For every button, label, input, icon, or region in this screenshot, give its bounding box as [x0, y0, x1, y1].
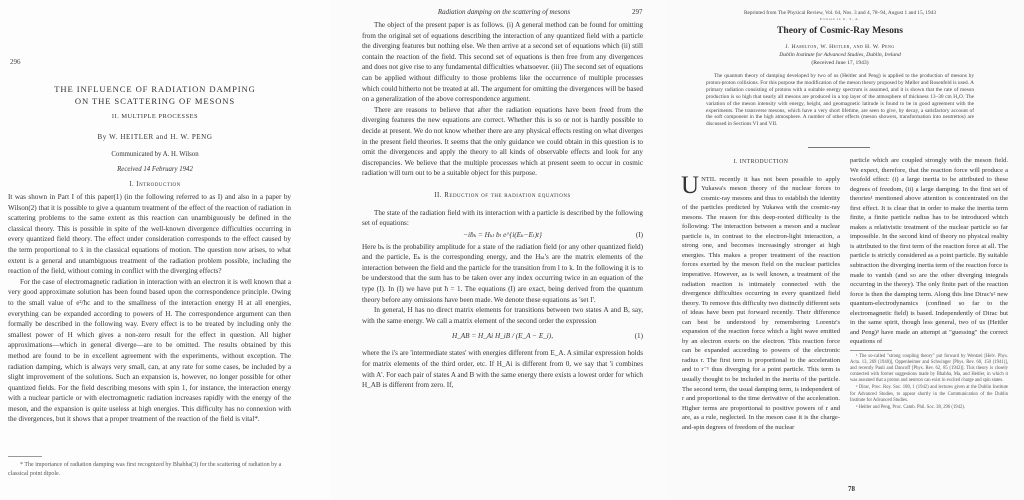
page-number: 297 [632, 8, 643, 16]
paper-authors: By W. HEITLER and H. W. PENG [97, 133, 213, 141]
footnote: ¹ The so-called "strong coupling theory" put forward by Wentzel [Helv. Phys. Acta. 13, 269 (1940)], Oppenheimer and Schwinger [Phys. Rev. 60, 150 (1941)], and recently Pauli and Dancoff [Phys. Rev. 62, 85 (1942)]. This theory is closely connected with former suggestions made by Bhabha, Ma, and Heitler, in which it was assumed that a proton and neutron can exist in excited charge and spin states. [850, 353, 1008, 384]
paragraph: There are reasons to believe that after the radiation equations have been freed from the diverging features the new equations are correct. Whether this is so or not is hardly possible to decide at present. We do not know whether there are any physical effects resting on what diverges in the present field theories. It seems that the only guidance we could obtain in this question is to omit the divergences and apply the theory to all kinds of observable effects and look for any discrepancies. We believe that the multiple processes which at present seem to occur in cosmic radiation will turn out to be a suitable object for this purpose. [362, 105, 643, 178]
paper-title-line-2: ON THE SCATTERING OF MESONS [74, 95, 236, 106]
section-heading: I. INTRODUCTION [733, 159, 789, 165]
body-text [8, 192, 291, 425]
paragraph: In general, H has no direct matrix elements for transitions between two states A and B, say, with the same energy. We call a matrix element of the second order the expression [362, 306, 643, 325]
equation [362, 326, 643, 348]
page-78 [668, 0, 1024, 500]
running-header: Radiation damping on the scattering of mesons [437, 8, 571, 16]
equation-body: H_AB = H_Ai H_iB / (E_A − E_i), [452, 332, 553, 341]
body-text [362, 20, 643, 391]
footnote-rule [850, 350, 892, 351]
text-column-left [682, 152, 840, 432]
drop-cap: U [681, 171, 700, 199]
received-date: (Received June 17, 1943) [811, 60, 869, 66]
paragraph: Here bₖ is the probability amplitude for a state of the radiation field (or any other quantized field) and the particle, Eₖ is the corresponding energy, and the Hₖₗ's are the matrix elements of the interaction between the field and the particle for the transition from l to k. In the following it is to be understood that the sum has to be taken over any index occurring twice in an equation of the type (I). In (I) we have put ħ = 1. The equations (I) are exact, being derived from the quantum theory before any omissions have been made. We denote these equations as 'set I'. [362, 242, 643, 304]
paper-title: Theory of Cosmic-Ray Mesons [776, 25, 904, 36]
footnote-rule [8, 456, 42, 457]
paragraph: The object of the present paper is as follows. (i) A general method can be found for omitting from the original set of equations describing the interaction of any quantized field with a particle the diverging features but nothing else. We then arrive at a second set of equations which (ii) still contain the reaction of the field. This second set of equations is then free from any divergences and does not give rise to any fundamental difficulties whatsoever. (iii) The second set of equations can be applied without difficulty to those problems like the occurrence of multiple processes which could hitherto not be treated at all. The argument for omitting the divergences will be based on a generalization of the above correspondence argument. [362, 21, 643, 104]
divider-rule [808, 147, 870, 148]
paragraph: For the case of electromagnetic radiation in interaction with an electron it is well known that a very good approximate solution has been found based upon the correspondence principle. Owing to the small value of e²/ħc and to the smallness of the interaction energy H at all energies, everything can be expanded according to powers of H. The correspondence argument can then formally be described in the following way. Every effect is to be treated by including only the smallest power of H which gives a non-zero result for the effect in question. All higher approximations—which in general diverge—are to be omitted. The results obtained by this method are found to be in excellent agreement with the experiments, without exception. The radiation damping, which is always very small, can, at any rate for some cases, be included by a slight improvement of the solutions. Such an expansion is, however, no longer possible for other quantized fields. For the field describing mesons with spin 1, for instance, the interaction energy with a nuclear particle or with electromagnetic radiation increases rapidly with the energy of the meson, and the expansion is quite useless at high energies. This difficulty has no connexion with the divergences, but it shows that a proper treatment of the reaction of the field is vital*. [8, 277, 291, 424]
page-297 [330, 0, 668, 500]
footnote: ³ Heitler and Peng, Proc. Camb. Phil. Soc. 38, 296 (1942). [856, 404, 966, 410]
received-date: Received 14 February 1942 [117, 166, 193, 173]
paragraph: The state of the radiation field with its interaction with a particle is described by the following set of equations: [362, 208, 643, 228]
affiliation: Dublin Institute for Advanced Studies, Dublin, Ireland [779, 52, 901, 58]
paragraph: where the i's are 'intermediate states' with energies different from E_A. A similar expression holds for matrix elements of the third order, etc. If H_Ai is different from 0, we say that 'i combines with A'. For each pair of states A and B with the same energy there exists a lowest order for which H_AB is different from zero. If, [362, 349, 643, 390]
printed-notice: Printed in U. S. A. [819, 17, 861, 21]
page-296 [0, 0, 330, 500]
page-number: 296 [10, 58, 21, 66]
equation-number: (1) [634, 332, 643, 341]
text-column-right [850, 156, 1008, 412]
section-heading: I. Introduction [129, 181, 181, 188]
reprint-notice: Reprinted from The Physical Review, Vol. 64, Nos. 3 and 4, 78–94, August 1 and 15, 1943 [744, 10, 936, 16]
paragraph: particle which are coupled strongly with the meson field. We expect, therefore, that the reaction force will produce a twofold effect: (i) a large inertia to be attributed to these degrees of freedom, (ii) a large damping. In the first set of theories¹ mentioned above attention is concentrated on the first effect. It is clear that in order to make the inertia term finite, a finite particle radius has to be introduced which makes a relativistic treatment of the nuclear particle so far impossible. In the second kind of theory no physical reality is attributed to the first term of the reaction force at all. The particle is strictly considered as a point particle. By suitable subtraction the diverging inertia term of the reaction force is made to vanish (and so are the other diverging integrals occurring in the theory). The only finite part of the reaction force is then the damping term. Along this line Dirac's² new quantum-electrodynamics (confined so far to the electromagnetic field) is based. Independently of Dirac but in the same spirit, though less general, two of us (Heitler and Peng)³ have made an attempt at "guessing" the correct equations of [850, 157, 1008, 346]
paper-title [30, 84, 280, 107]
communicated-by: Communicated by A. H. Wilson [111, 151, 199, 158]
page-number: 78 [848, 485, 855, 493]
paper-authors: J. Hamilton, W. Heitler, and H. W. Peng [785, 44, 895, 50]
abstract: The quantum theory of damping developed by two of us (Heitler and Peng) is applied to the production of mesons by proton-proton collisions. For this purpose the modification of the meson theory proposed by Møller and Rosenfeld is used. A primary radiation consisting of protons with a suitable energy spectrum is assumed, and it is shown that the rate of meson production is so high that nearly all mesons are produced in a top layer of the atmosphere of thickness 13–30 cm H₂O. The variation of the meson intensity with energy, height, and geomagnetic latitude is found to be in good agreement with the experiments. The transverse mesons, which have a very short lifetime, are seen to give, by decay, a satisfactory account of the soft component in the high atmosphere. A number of other effects (meson showers, transformation into neutrettos) are discussed in Sections VI and VII. [706, 73, 974, 128]
paragraph: It was shown in Part I of this paper(1) (in the following referred to as I) and also in a paper by Wilson(2) that it is possible to give a quantum treatment of the effect of the reaction of radiation in scattering problems to the same extent as this reaction can unambiguously be defined in the classical theory. This is possible in spite of the well-known divergence difficulties occurring in every quantized field theory. The effect under consideration corresponds to the effect caused by the term proportional to ẍ in the classical equations of motion. The question now arises, to what extent is a general and unambiguous treatment of the radiation problem possible, including the reaction of the field, without coming in conflict with the diverging effects? [8, 193, 291, 276]
equation-number: (I) [635, 230, 643, 239]
paper-title-line-1: THE INFLUENCE OF RADIATION DAMPING [54, 84, 256, 94]
paragraph: NTIL recently it has not been possible to apply Yukawa's meson theory of the nuclear forces to cosmic-ray mesons and thus to establish the identity of the particles predicted by Yukawa with the cosmic-ray mesons. The reason for this deep-rooted difficulty is the following: The interaction between a meson and a nuclear particle is, in contrast to the electron-light interaction, a strong one, and becomes increasingly stronger at high energies. This makes a proper treatment of the reaction forces exerted by the meson field on the nuclear particles imperative. However, as is well known, a treatment of the radiation reaction is intimately connected with the divergence difficulties occurring in every quantized field theory. To remove this difficulty two distinctly different sets of ideas have been put forward recently. Their difference can best be understood by remembering Lorentz's expansion of the reaction force which a light wave emitted by an electron exerts on the electron. This reaction force can be expanded according to powers of the electronic radius r. The first term is proportional to the acceleration and to r⁻¹ thus diverging for a point particle. This term is usually thought to be included in the inertia of the particle. The second term, the usual damping term, is independent of r and proportional to the time derivative of the acceleration. Higher terms are proportional to positive powers of r and are, as a rule, neglected. In the meson case it is the charge-and-spin degrees of freedom of the nuclear [682, 175, 840, 431]
equation [362, 229, 643, 242]
footnote: ² Dirac, Proc. Roy. Soc. 180, 1 (1942) and lectures given at the Dublin Institute for Advanced Studies, to appear shortly in the Communication of the Dublin Institute for Advanced Studies. [850, 385, 1008, 403]
equation-body: −iḃₖ = Hₖₗ bₗ e^{i(Eₖ−Eₗ)t} [463, 230, 542, 239]
footnote: * The importance of radiation damping was first recognized by Bhabha(3) for the scattering of radiation by a classical point dipole. [8, 462, 282, 477]
section-heading: II. Reduction of the radiation equations [434, 191, 571, 199]
paper-subtitle: II. MULTIPLE PROCESSES [111, 113, 199, 120]
